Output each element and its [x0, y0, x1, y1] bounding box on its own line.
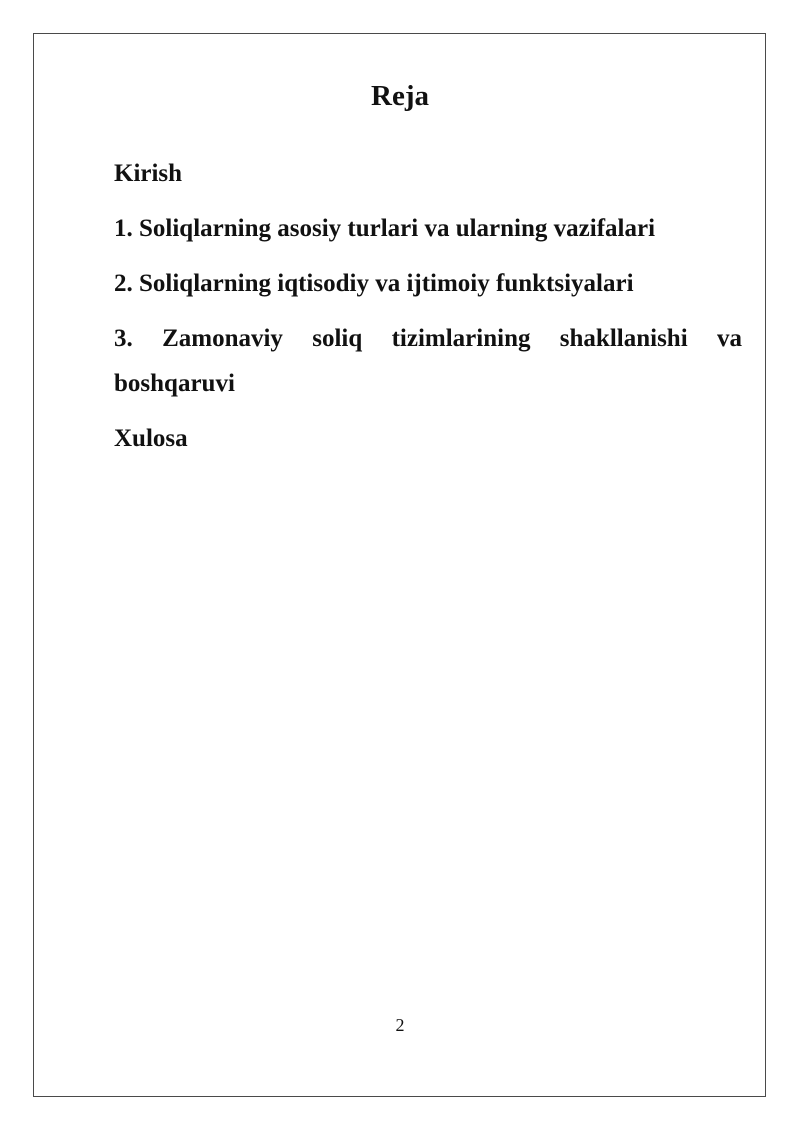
toc-item-conclusion: Xulosa: [114, 425, 188, 452]
toc-item-section-1: 1. Soliqlarning asosiy turlari va ularning vazifalari: [114, 215, 656, 242]
page-title: Reja: [371, 80, 429, 112]
page-number: 2: [395, 1015, 405, 1035]
toc-item-introduction: Kirish: [114, 160, 183, 187]
toc-item-section-2: 2. Soliqlarning iqtisodiy va ijtimoiy funktsiyalari: [114, 270, 634, 297]
toc-item-section-3: 3. Zamonaviy soliq tizimlarining shakllanishi va boshqaruvi: [114, 325, 742, 397]
table-of-contents: [114, 151, 742, 471]
